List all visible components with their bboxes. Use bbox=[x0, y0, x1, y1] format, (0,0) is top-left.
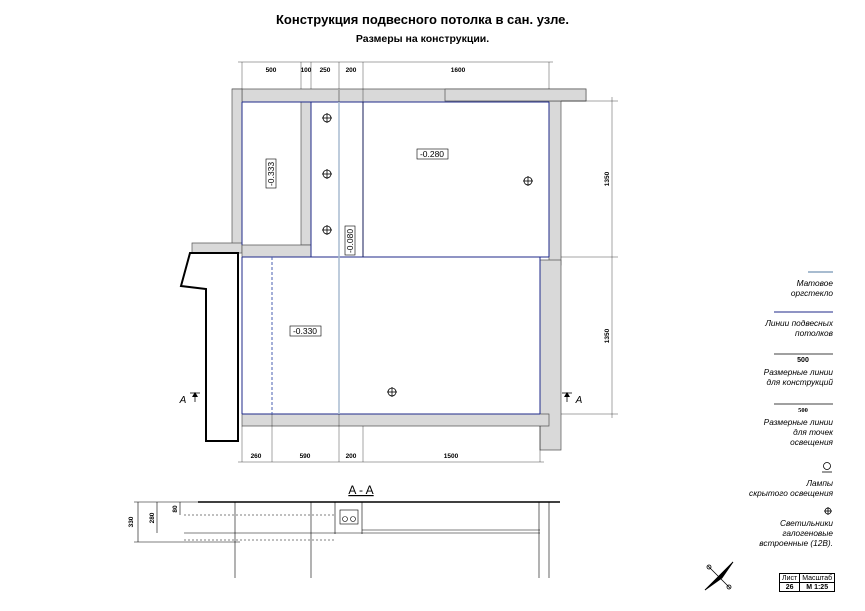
top-wall-extension bbox=[445, 89, 586, 101]
left-wall-stub bbox=[192, 243, 242, 253]
halogen-spot-icon bbox=[322, 225, 332, 235]
right-wall-upper bbox=[549, 101, 561, 265]
right-dim-1: 1350 bbox=[604, 171, 611, 187]
section-dim-2: 280 bbox=[149, 512, 156, 524]
legend-dim-light-value: 500 bbox=[798, 407, 808, 414]
legend-dim-value: 500 bbox=[797, 357, 809, 364]
halogen-spot-icon bbox=[824, 507, 832, 515]
scale-label: Масштаб bbox=[800, 574, 835, 583]
partition-wall-horizontal bbox=[242, 245, 311, 257]
sheet-label: Лист bbox=[780, 574, 800, 583]
top-dim-2: 100 bbox=[300, 67, 312, 74]
bottom-dim-2: 590 bbox=[299, 453, 311, 460]
legend-hidden-lamps bbox=[723, 478, 833, 498]
bottom-dim-1: 260 bbox=[250, 453, 262, 460]
legend-halogen-spots bbox=[723, 518, 833, 548]
hidden-lamp-icon bbox=[822, 463, 832, 473]
left-column-outline bbox=[181, 253, 238, 441]
section-marks bbox=[179, 392, 583, 406]
legend-label: Матовое оргстекло bbox=[790, 278, 833, 298]
legend-label: Светильники галогеновые встроенные (12В). bbox=[759, 518, 833, 548]
level-label-2: -0.080 bbox=[345, 228, 355, 254]
top-dim-5: 1600 bbox=[450, 67, 466, 74]
sheet-value: 26 bbox=[780, 583, 800, 592]
legend-label: Размерные линии для конструкций bbox=[763, 367, 833, 387]
top-dim-1: 500 bbox=[265, 67, 277, 74]
halogen-spot-icon bbox=[523, 176, 533, 186]
section-a-a bbox=[128, 483, 560, 578]
legend-frosted-glass bbox=[723, 278, 833, 298]
walls bbox=[192, 89, 586, 450]
top-dim-3: 250 bbox=[319, 67, 331, 74]
right-dim-2: 1350 bbox=[604, 328, 611, 344]
section-title: A - A bbox=[348, 483, 374, 497]
section-mark-right: A bbox=[575, 395, 583, 406]
legend-label: Линии подвесных потолков bbox=[765, 318, 833, 338]
level-labels bbox=[266, 149, 448, 336]
level-label-4: -0.330 bbox=[292, 326, 318, 336]
halogen-spot-icon bbox=[322, 113, 332, 123]
legend-dimension-lighting bbox=[723, 417, 833, 447]
scale-value: М 1:25 bbox=[800, 583, 835, 592]
bottom-dim-3: 200 bbox=[345, 453, 357, 460]
top-dimensions bbox=[266, 67, 466, 74]
compass-icon bbox=[705, 562, 733, 590]
drawing-title: Конструкция подвесного потолка в сан. узле. bbox=[275, 12, 570, 27]
halogen-spot-icon bbox=[322, 169, 332, 179]
legend-dimension-construction bbox=[723, 367, 833, 387]
title-block bbox=[779, 573, 835, 592]
bottom-dim-4: 1500 bbox=[443, 453, 459, 460]
ceiling-lines bbox=[242, 102, 549, 414]
section-mark-left: A bbox=[179, 395, 187, 406]
right-dimensions bbox=[604, 171, 611, 343]
left-wall bbox=[232, 89, 242, 248]
bottom-dimensions bbox=[251, 453, 459, 460]
drawing-subtitle: Размеры на конструкции. bbox=[355, 33, 490, 45]
top-dim-4: 200 bbox=[345, 67, 357, 74]
section-dim-1: 330 bbox=[128, 516, 135, 528]
legend-ceiling-lines bbox=[723, 318, 833, 338]
partition-wall bbox=[301, 102, 311, 245]
level-label-3: -0.280 bbox=[419, 149, 445, 159]
bottom-wall bbox=[242, 414, 549, 426]
level-label-1: -0.333 bbox=[266, 161, 276, 187]
section-dim-3: 80 bbox=[172, 505, 179, 513]
legend-label: Лампы скрытого освещения bbox=[749, 478, 833, 498]
legend-label: Размерные линии для точек освещения bbox=[763, 417, 833, 447]
halogen-spot-icon bbox=[387, 387, 397, 397]
